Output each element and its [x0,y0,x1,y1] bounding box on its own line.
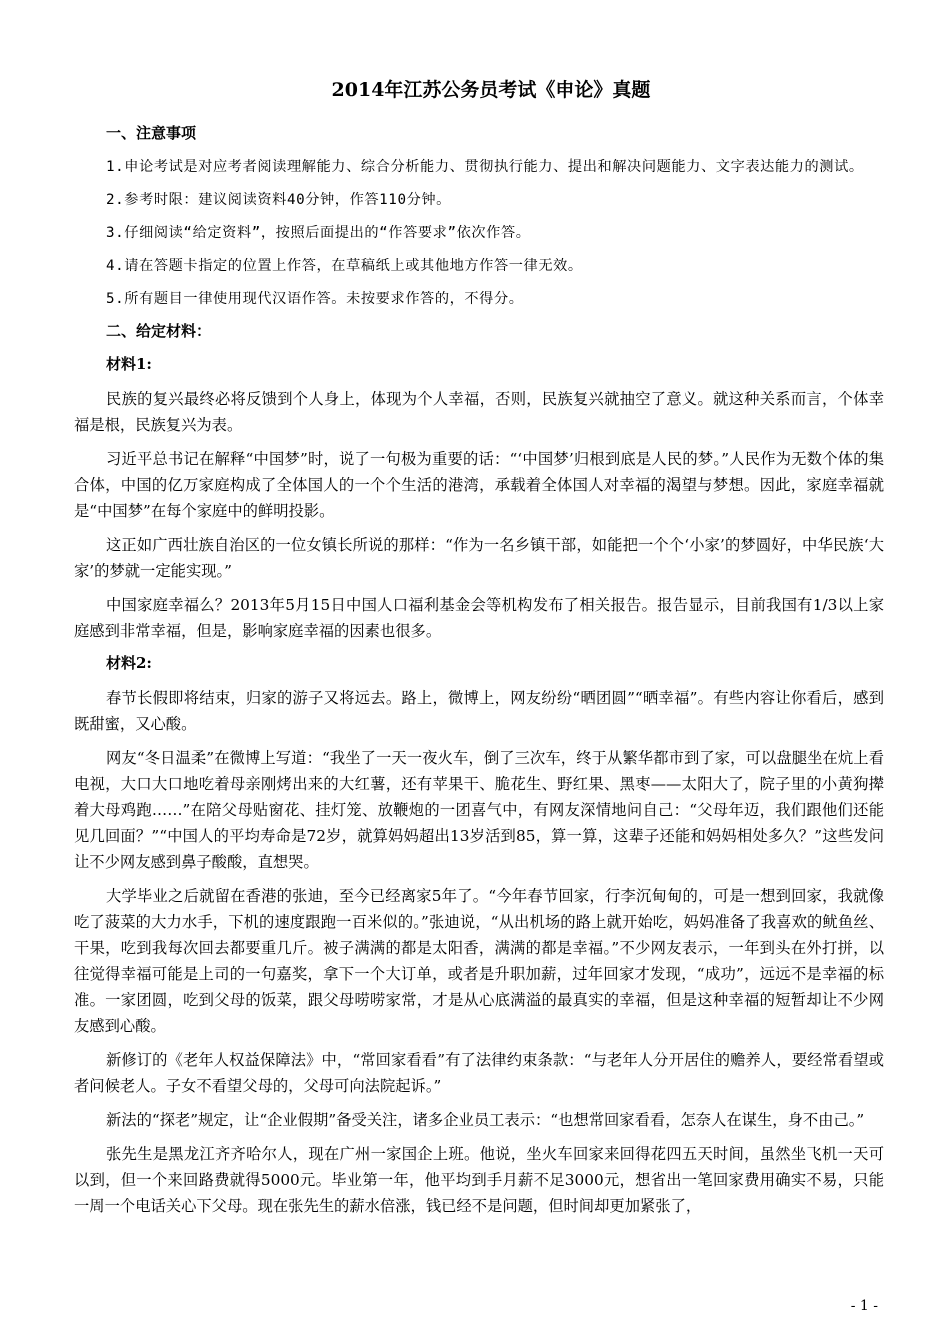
material-2-paragraph: 大学毕业之后就留在香港的张迪，至今已经离家5年了。“今年春节回家，行李沉甸甸的，可是一想到回家，我就像吃了菠菜的大力水手，下机的速度跟跑一百米似的。”张迪说，“从出机场的路上就开始吃，妈妈准备了我喜欢的鱿鱼丝、干果，吃到我每次回去都要重几斤。被子满满的都是太阳香，满满的都是幸福。”不少网友表示，一年到头在外打拼，以往觉得幸福可能是上司的一句嘉奖，拿下一个大订单，或者是升职加薪，过年回家才发现，“成功”，远远不是幸福的标准。一家团圆，吃到父母的饭菜，跟父母唠唠家常，才是从心底满溢的最真实的幸福，但是这种幸福的短暂却让不少网友感到心酸。 [74,887,884,1035]
page-number: - 1 - [850,1298,878,1314]
material-2-heading: 材料2: [106,654,152,672]
page-title: 2014年江苏公务员考试《申论》真题 [331,79,651,101]
material-1-paragraph: 习近平总书记在解释“中国梦”时，说了一句极为重要的话：“‘中国梦’归根到底是人民的梦。”人民作为无数个体的集合体，中国的亿万家庭构成了全体国人的一个个生活的港湾，承载着全体国人对幸福的渴望与梦想。因此，家庭幸福就是“中国梦”在每个家庭中的鲜明投影。 [74,450,884,520]
note-item: 1.申论考试是对应考者阅读理解能力、综合分析能力、贯彻执行能力、提出和解决问题能力、文字表达能力的测试。 [106,159,864,175]
material-1-paragraph: 这正如广西壮族自治区的一位女镇长所说的那样：“作为一名乡镇干部，如能把一个个‘小家’的梦圆好，中华民族‘大家’的梦就一定能实现。” [74,536,884,580]
section-heading-notes: 一、注意事项 [106,124,197,142]
notes-list [74,155,884,312]
note-item: 2.参考时限：建议阅读资料40分钟，作答110分钟。 [106,192,451,208]
material-1-paragraph: 中国家庭幸福么？2013年5月15日中国人口福利基金会等机构发布了相关报告。报告显示，目前我国有1/3以上家庭感到非常幸福，但是，影响家庭幸福的因素也很多。 [74,596,884,640]
material-2-paragraph: 张先生是黑龙江齐齐哈尔人，现在广州一家国企上班。他说，坐火车回家来回得花四五天时间，虽然坐飞机一天可以到，但一个来回路费就得5000元。毕业第一年，他平均到手月薪不足3000元，想省出一笔回家费用确实不易，只能一周一个电话关心下父母。现在张先生的薪水倍涨，钱已经不是问题，但时间却更加紧张了， [74,1145,884,1215]
material-2-paragraph: 网友“冬日温柔”在微博上写道：“我坐了一天一夜火车，倒了三次车，终于从繁华都市到了家，可以盘腿坐在炕上看电视，大口大口地吃着母亲刚烤出来的大红薯，还有苹果干、脆花生、野红果、黑枣——太阳大了，院子里的小黄狗撵着大母鸡跑……”在陪父母贴窗花、挂灯笼、放鞭炮的一团喜气中，有网友深情地问自己：“父母年迈，我们跟他们还能见几回面？”“中国人的平均寿命是72岁，就算妈妈超出13岁活到85，算一算，这辈子还能和妈妈相处多久？”这些发问让不少网友感到鼻子酸酸，直想哭。 [74,749,884,871]
note-item: 5.所有题目一律使用现代汉语作答。未按要求作答的，不得分。 [106,291,524,307]
material-2-paragraph: 新修订的《老年人权益保障法》中，“常回家看看”有了法律约束条款：“与老年人分开居住的赡养人，要经常看望或者问候老人。子女不看望父母的，父母可向法院起诉。” [74,1051,884,1095]
material-2-paragraph: 新法的“探老”规定，让“企业假期”备受关注，诸多企业员工表示：“也想常回家看看，怎奈人在谋生，身不由己。” [106,1111,865,1129]
material-2-paragraph: 春节长假即将结束，归家的游子又将远去。路上，微博上，网友纷纷“晒团圆”“晒幸福”。有些内容让你看后，感到既甜蜜，又心酸。 [74,689,884,733]
note-item: 4.请在答题卡指定的位置上作答，在草稿纸上或其他地方作答一律无效。 [106,258,583,274]
note-item: 3.仔细阅读“给定资料”，按照后面提出的“作答要求”依次作答。 [106,225,531,241]
section-heading-materials: 二、给定材料： [106,322,212,340]
material-1-paragraph: 民族的复兴最终必将反馈到个人身上，体现为个人幸福，否则，民族复兴就抽空了意义。就这种关系而言，个体幸福是根，民族复兴为表。 [74,390,884,434]
material-1-heading: 材料1: [106,355,152,373]
